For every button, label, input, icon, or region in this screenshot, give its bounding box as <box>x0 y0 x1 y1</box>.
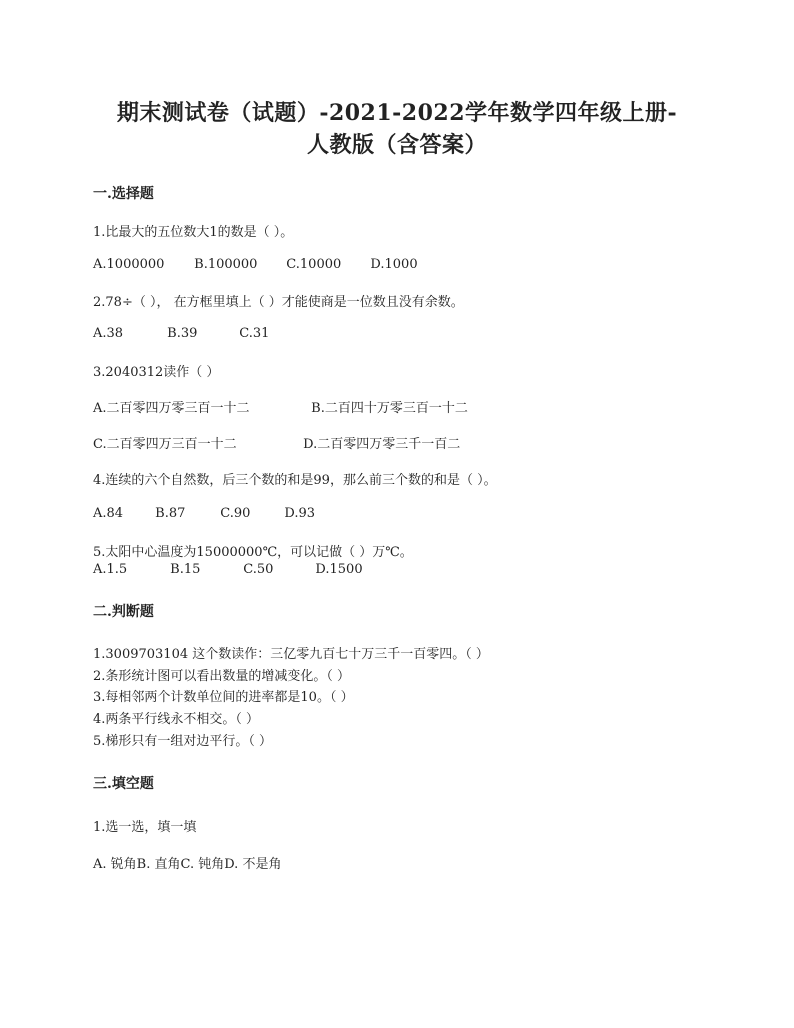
option: C.10000 <box>286 257 342 272</box>
judge-item-1: 1.3009703104 这个数读作：三亿零九百七十万三千一百零四。（ ） <box>93 647 489 662</box>
option: C.二百零四万三百一十二 <box>93 437 237 452</box>
question-1-options <box>93 257 418 272</box>
document-title-line2: 人教版（含答案） <box>306 132 487 158</box>
fill-question-1: 1.选一选，填一填 <box>93 820 197 835</box>
option: A.二百零四万零三百一十二 <box>93 401 250 416</box>
judge-item-3: 3.每相邻两个计数单位间的进率都是10。（ ） <box>93 690 354 705</box>
question-4-options <box>93 506 315 521</box>
question-2: 2.78÷（ ）， 在方框里填上（ ）才能使商是一位数且没有余数。 <box>93 295 464 310</box>
question-4: 4.连续的六个自然数，后三个数的和是99，那么前三个数的和是（ ）。 <box>93 473 497 488</box>
option: B.87 <box>155 506 186 521</box>
fill-question-1-options: A. 锐角B. 直角C. 钝角D. 不是角 <box>93 857 282 872</box>
question-1: 1.比最大的五位数大1的数是（ ）。 <box>93 225 294 240</box>
option: D.93 <box>284 506 316 521</box>
question-3-options-row1 <box>93 397 468 416</box>
option: C.31 <box>239 326 270 341</box>
option: A.1.5 <box>93 562 128 577</box>
option: A.1000000 <box>93 257 165 272</box>
judge-item-2: 2.条形统计图可以看出数量的增减变化。（ ） <box>93 669 351 684</box>
judge-item-5: 5.梯形只有一组对边平行。（ ） <box>93 734 273 749</box>
judge-item-4: 4.两条平行线永不相交。（ ） <box>93 712 260 727</box>
option: D.二百零四万零三千一百二 <box>303 437 461 452</box>
option: C.90 <box>220 506 251 521</box>
document-title-line1: 期末测试卷（试题）-2021-2022学年数学四年级上册- <box>116 100 678 126</box>
option: D.1500 <box>315 562 363 577</box>
option: B.39 <box>167 326 198 341</box>
section-title-choice: 一.选择题 <box>93 186 154 202</box>
question-3: 3.2040312读作（ ） <box>93 365 220 380</box>
option: A.38 <box>93 326 124 341</box>
section-title-judge: 二.判断题 <box>93 604 154 620</box>
question-3-options-row2 <box>93 433 460 452</box>
question-2-options <box>93 326 269 341</box>
section-title-fill: 三.填空题 <box>93 776 154 792</box>
option: B.100000 <box>194 257 258 272</box>
option: A.84 <box>93 506 124 521</box>
option: D.1000 <box>370 257 418 272</box>
option: B.15 <box>170 562 201 577</box>
option: B.二百四十万零三百一十二 <box>311 401 468 416</box>
question-5-options <box>93 562 363 577</box>
question-5: 5.太阳中心温度为15000000℃，可以记做（ ）万℃。 <box>93 545 413 560</box>
option: C.50 <box>243 562 274 577</box>
